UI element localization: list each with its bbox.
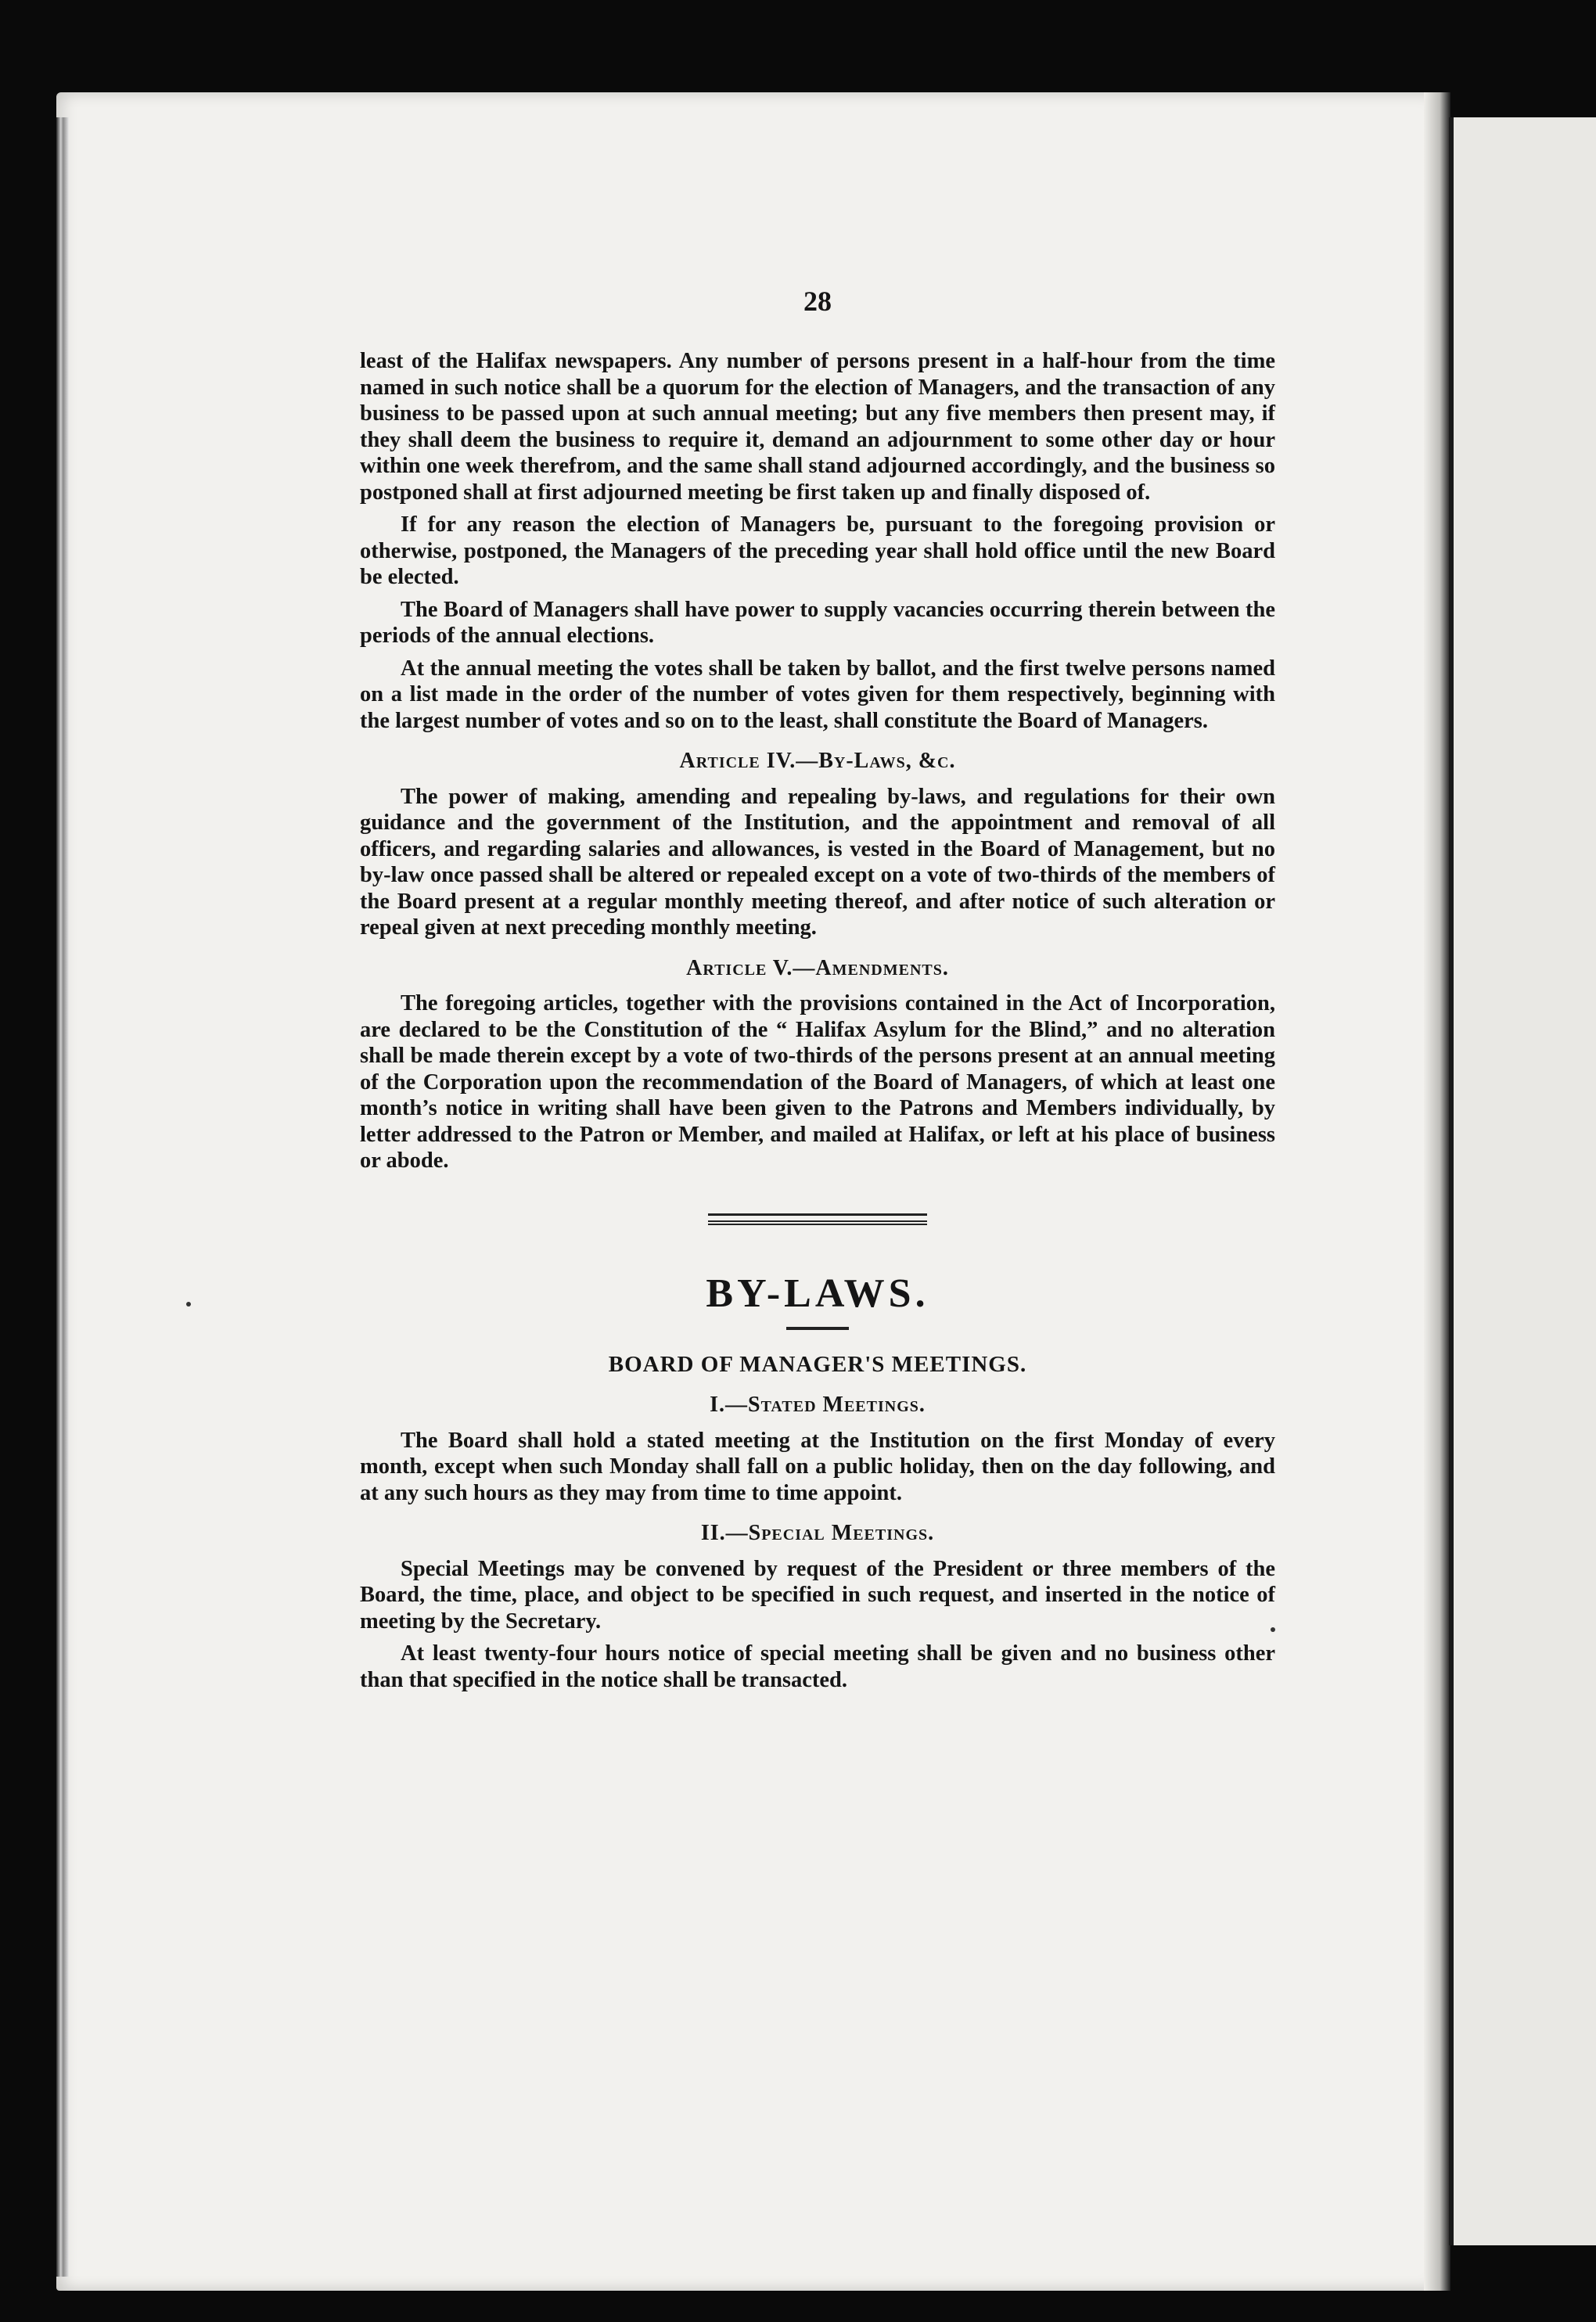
stated-meetings-text: The Board shall hold a stated meeting at the Institution on the first Monday of every month, except when such Monday shall fall on a public holiday, then on the day following, and at any such hours as they may from time to time appoint. — [360, 1428, 1275, 1505]
paragraph-postponed-election: If for any reason the election of Managers be, pursuant to the foregoing provision or otherwise, postponed, the Managers of the preceding year shall hold office until the new Board be elected. — [360, 512, 1275, 589]
paragraph-quorum: least of the Halifax newspapers. Any number of persons present in a half-hour from the time named in such notice shall be a quorum for the election of Managers, and the transaction of any business to be passed upon at such annual meeting; but any five members then present may, if they shall deem the business to require it, demand an adjournment to some other day or hour within one week therefrom, and the same shall stand adjourned accordingly, and the business so postponed shall at first adjourned meeting be first taken up and finally disposed of. — [360, 349, 1275, 505]
stated-meetings-heading: I.—Stated Meetings. — [710, 1393, 926, 1417]
article-iv-text: The power of making, amending and repealing by-laws, and regulations for their own guidance and the government of the Institution, and the appointment and removal of all officers, and regarding salaries and allowances, is vested in the Board of Management, but no by-law once passed shall be altered or repealed except on a vote of two-thirds of the members of the Board present at a regular monthly meeting thereof, and after notice of such alteration or repeal given at next preceding monthly meeting. — [360, 784, 1275, 940]
paragraph-vacancies: The Board of Managers shall have power to supply vacancies occurring therein between the periods of the annual elections. — [360, 597, 1275, 648]
article-v-heading: Article V.—Amendments. — [686, 955, 949, 980]
special-meetings-notice-text: At least twenty-four hours notice of special meeting shall be given and no business other than that specified in the notice shall be transacted. — [360, 1641, 1275, 1692]
special-meetings-text: Special Meetings may be convened by request of the President or three members of the Board, the time, place, and object to be specified in such request, and inserted in the notice of meeting by the Secretary. — [360, 1556, 1275, 1634]
adjacent-page — [1449, 117, 1596, 2245]
article-v-text: The foregoing articles, together with the provisions contained in the Act of Incorporation, are declared to be the Constitution of the “ Halifax Asylum for the Blind,” and no alteration shall be made therein except by a vote of two-thirds of the persons present at an annual meeting of the Corporation upon the recommendation of the Board of Managers, of which at least one month’s notice in writing shall have been given to the Patrons and Members individually, by letter addressed to the Patron or Member, and mailed at Halifax, or left at his place of business or abode. — [360, 991, 1275, 1173]
page-content — [360, 286, 1275, 1699]
print-speck — [186, 1302, 191, 1307]
page-number: 28 — [803, 286, 832, 317]
title-rule — [786, 1327, 849, 1330]
paragraph-ballot: At the annual meeting the votes shall be taken by ballot, and the first twelve persons named on a list made in the order of the number of votes given for them respectively, beginning with the largest number of votes and so on to the least, shall constitute the Board of Managers. — [360, 656, 1275, 733]
board-meetings-heading: BOARD OF MANAGER'S MEETINGS. — [608, 1351, 1027, 1377]
page-binding-edge — [56, 117, 69, 2277]
article-iv-heading: Article IV.—By-Laws, &c. — [679, 749, 956, 773]
special-meetings-heading: II.—Special Meetings. — [700, 1521, 935, 1545]
page-gutter — [1424, 92, 1450, 2291]
bylaws-title: BY-LAWS. — [706, 1271, 929, 1316]
section-divider — [708, 1213, 927, 1225]
